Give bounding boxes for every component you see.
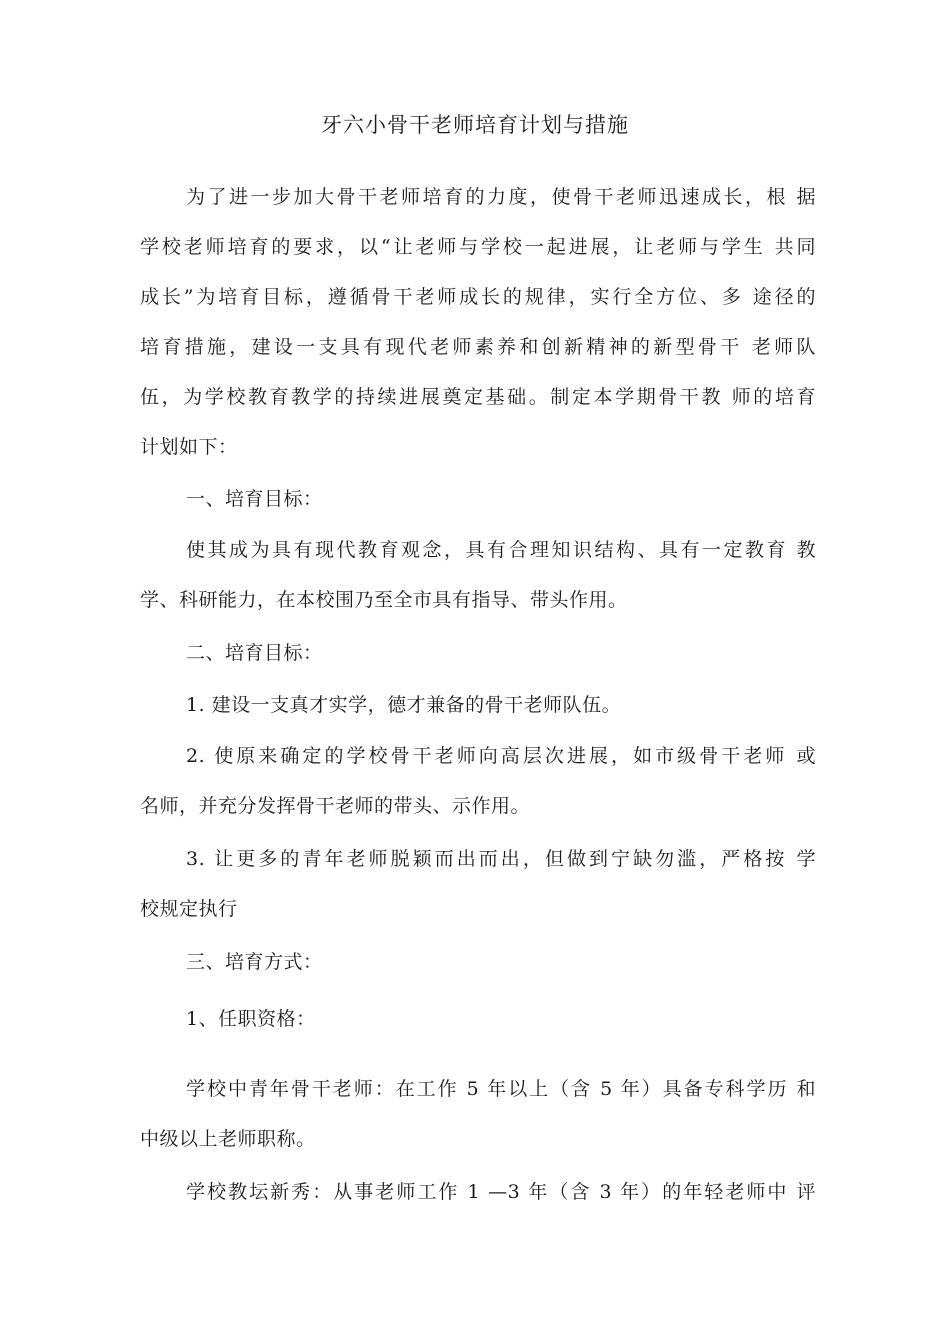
- list-item: [140, 731, 816, 831]
- section3-heading: 三、培育方式：: [186, 951, 323, 973]
- list-item: [140, 834, 816, 934]
- intro-line: 成长”为培育目标，遵循骨干老师成长的规律，实行全方位、多 途径的: [140, 286, 816, 308]
- item3-line: 校规定执行: [140, 898, 238, 920]
- list-item: [140, 680, 816, 730]
- section1-line: 使其成为具有现代教育观念，具有合理知识结构、具有一定教育 教: [186, 539, 816, 561]
- qualification-paragraph: [140, 1064, 816, 1164]
- intro-line: 培育措施，建设一支具有现代老师素养和创新精神的新型骨干 老师队: [140, 336, 816, 358]
- section-heading: [140, 628, 816, 678]
- sub1-heading: 1、任职资格：: [186, 1008, 316, 1030]
- qual1-line: 中级以上老师职称。: [140, 1128, 316, 1150]
- section2-heading: 二、培育目标：: [186, 642, 323, 664]
- intro-paragraph: [140, 172, 816, 472]
- qualification-paragraph: [140, 1167, 816, 1217]
- item1-line: 1. 建设一支真才实学，德才兼备的骨干老师队伍。: [186, 694, 622, 716]
- item3-line: 3. 让更多的青年老师脱颖而出而出，但做到宁缺勿滥，严格按 学: [186, 848, 816, 870]
- intro-line: 为了进一步加大骨干老师培育的力度，使骨干老师迅速成长，根 据: [186, 186, 816, 208]
- sub-heading: [140, 994, 816, 1044]
- section1-line: 学、科研能力，在本校围乃至全市具有指导、带头作用。: [140, 589, 628, 611]
- qual1-line: 学校中青年骨干老师：在工作 5 年以上（含 5 年）具备专科学历 和: [186, 1078, 816, 1100]
- intro-line: 伍，为学校教育教学的持续进展奠定基础。制定本学期骨干教 师的培育: [140, 386, 816, 408]
- section1-heading: 一、培育目标：: [186, 488, 323, 510]
- intro-line: 学校老师培育的要求，以“让老师与学校一起进展，让老师与学生 共同: [140, 236, 816, 258]
- section-heading: [140, 474, 816, 524]
- section1-paragraph: [140, 525, 816, 625]
- item2-line: 2. 使原来确定的学校骨干老师向高层次进展，如市级骨干老师 或: [186, 745, 816, 767]
- qual2-line: 学校教坛新秀：从事老师工作 1 —3 年（含 3 年）的年轻老师中 评: [186, 1181, 816, 1203]
- document-title: 牙六小骨干老师培育计划与措施: [321, 113, 629, 137]
- section-heading: [140, 937, 816, 987]
- item2-line: 名师，并充分发挥骨干老师的带头、示作用。: [140, 795, 531, 817]
- intro-line: 计划如下：: [140, 436, 238, 458]
